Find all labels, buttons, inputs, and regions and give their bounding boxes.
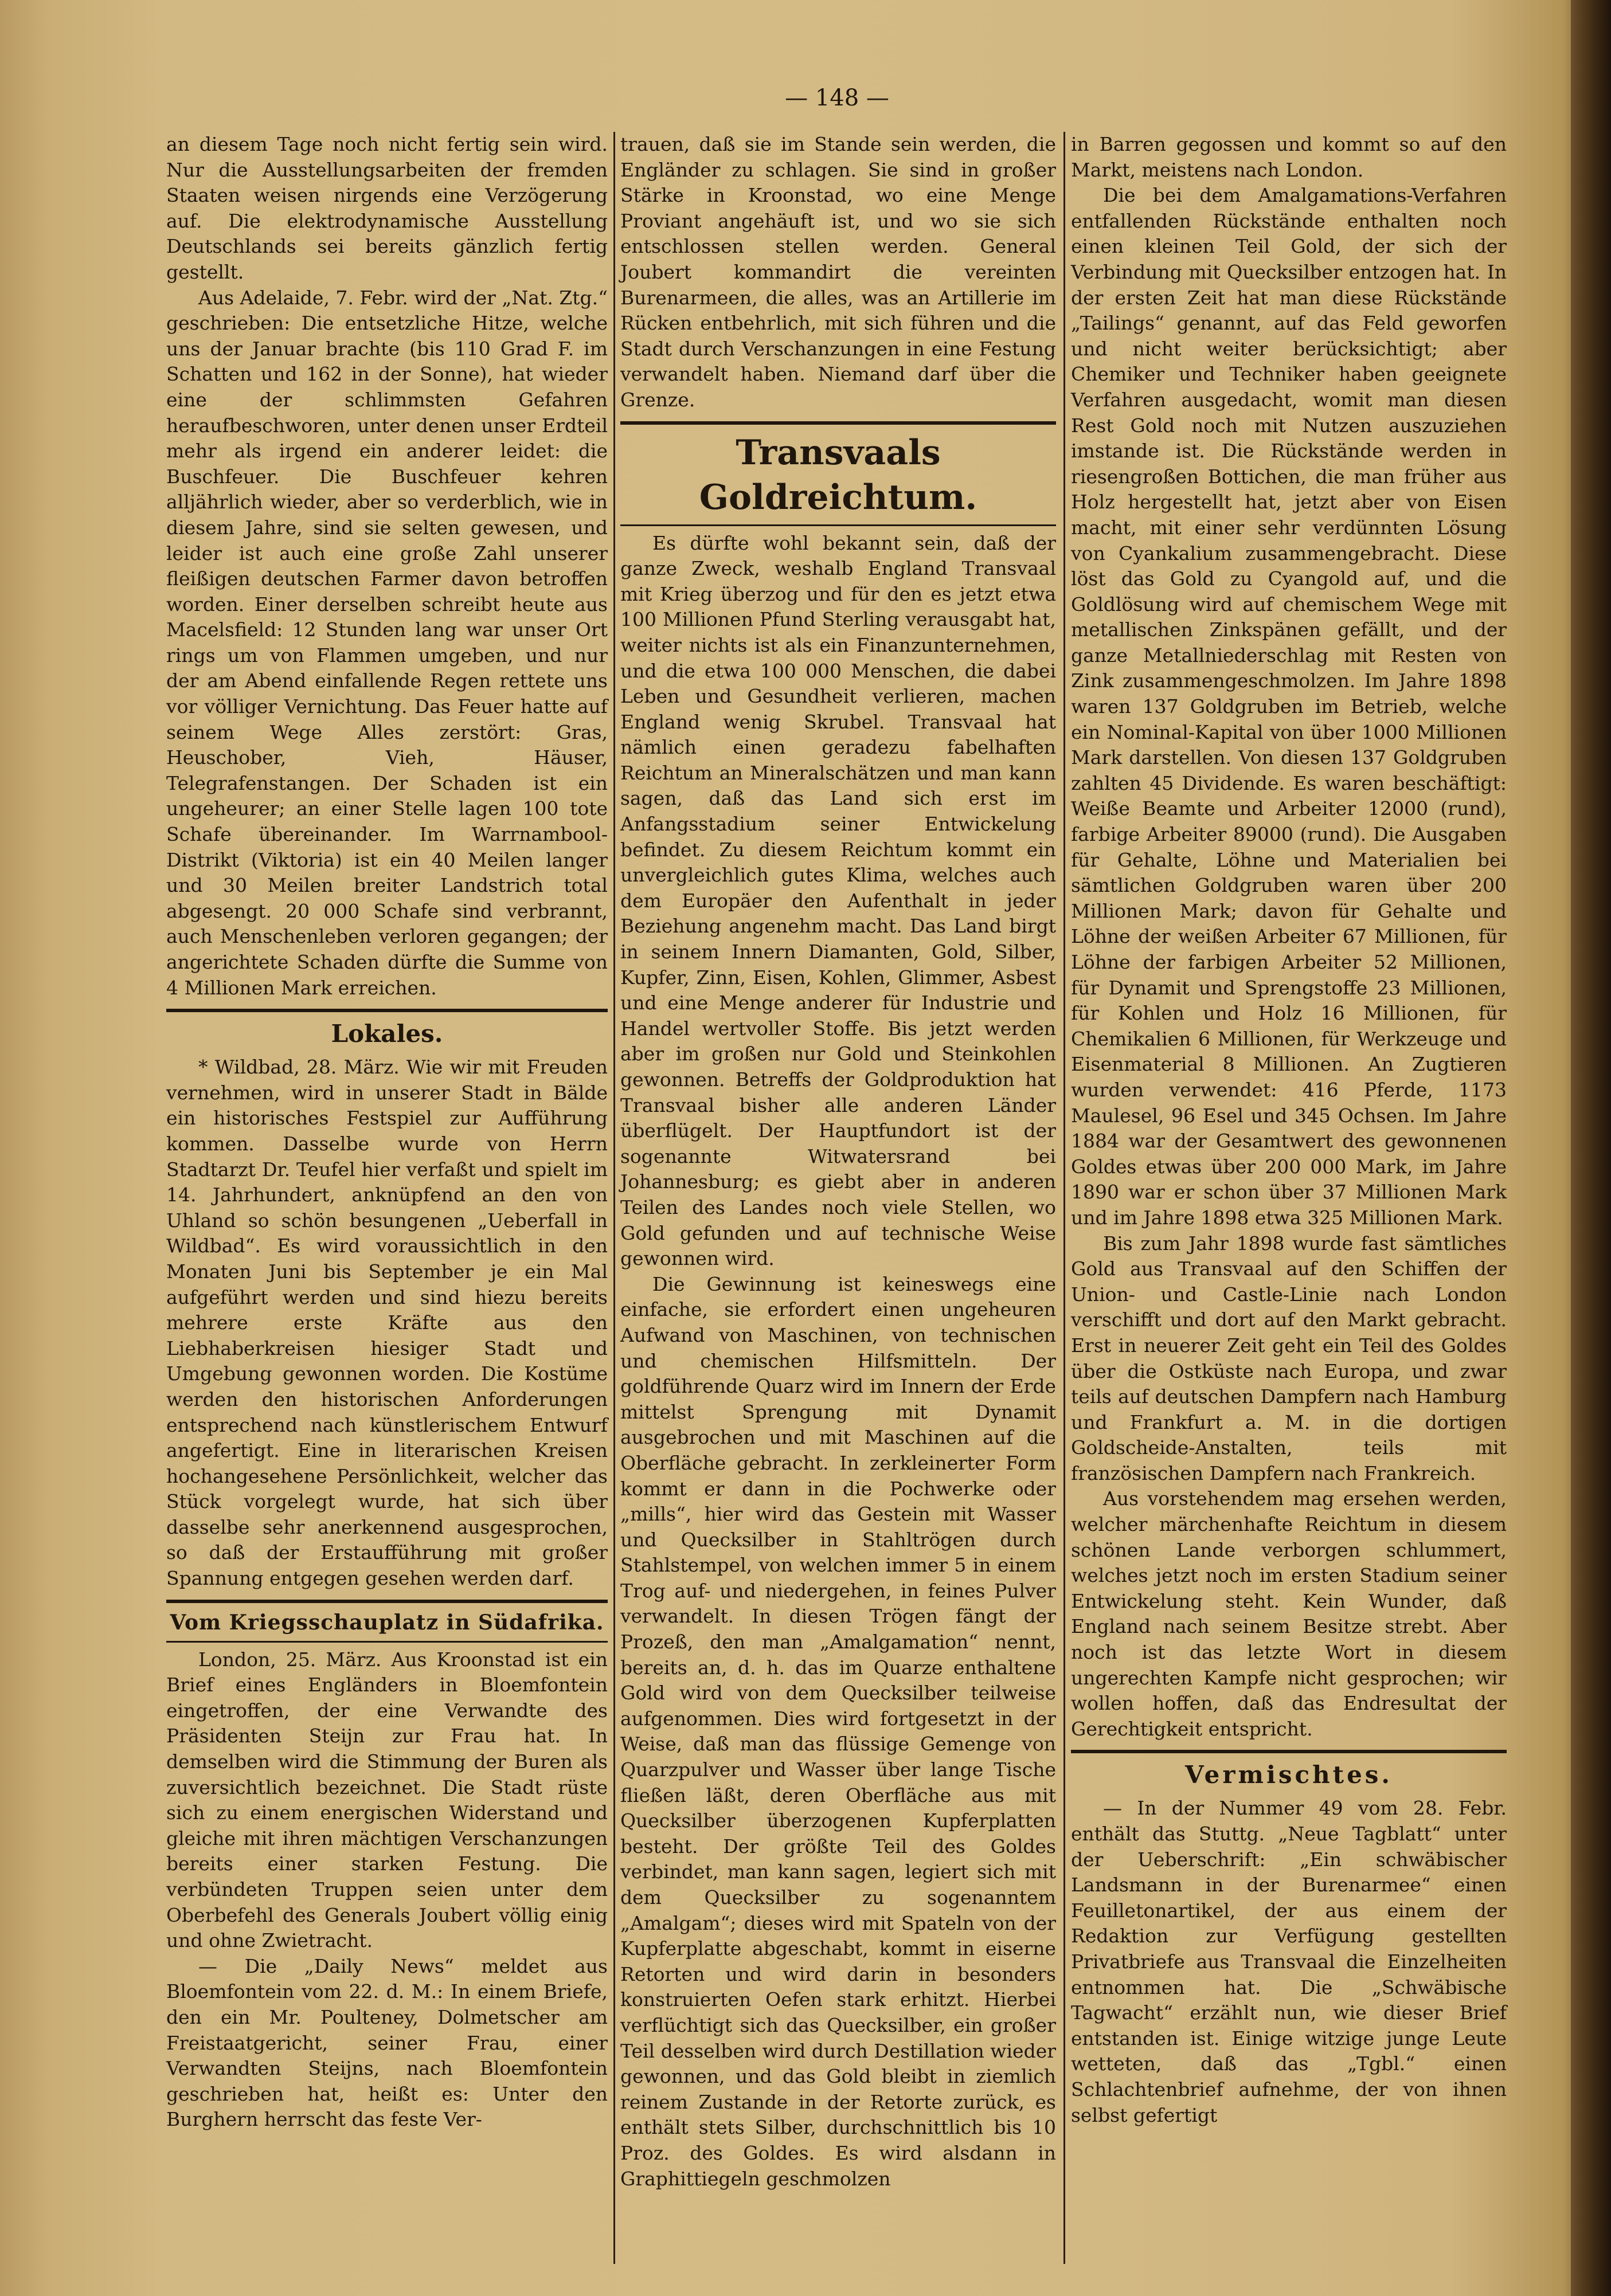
column-2 xyxy=(620,132,1056,2192)
article-wildbad: * Wildbad, 28. März. Wie wir mit Freuden vernehmen, wird in unserer Stadt in Bälde ein historisches Festspiel zur Aufführung kommen. Dasselbe wurde von Herrn Stadtarzt Dr. Teufel hier verfaßt und spielt im 14. Jahrhundert, anknüpfend an den von Uhland so schön besungenen „Ueberfall in Wildbad“. Es wird voraussichtlich in den Monaten Juni bis September je ein Mal aufgeführt werden und sind hiezu bereits mehrere erste Kräfte aus den Liebhaberkreisen hiesiger Stadt und Umgebung gewonnen worden. Die Kostüme werden den historischen Anforderungen entsprechend nach künstlerischem Entwurf angefertigt. Eine in literarischen Kreisen hochangesehene Persönlichkeit, welcher das Stück vorgelegt wurde, hat sich über dasselbe sehr anerkennend ausgesprochen, so daß der Erstaufführung mit großer Spannung entgegen gesehen werden darf. xyxy=(166,1056,608,1590)
article-goldreichtum: Es dürfte wohl bekannt sein, daß der ganze Zweck, weshalb England Transvaal mit Krieg überzog und für den es jetzt etwa 100 Millionen Pfund Sterling verausgabt hat, weiter nichts ist als ein Finanzunternehmen, und die etwa 100 000 Menschen, die dabei Leben und Gesundheit verlieren, machen England wenig Skrubel. Transvaal hat nämlich einen geradezu fabelhaften Reichtum an Mineralschätzen und man kann sagen, daß das Land sich erst im Anfangsstadium seiner Entwickelung befindet. Zu diesem Reichtum kommt ein unvergleichlich gutes Klima, welches auch dem Europäer den Aufenthalt in jeder Beziehung angenehm macht. Das Land birgt in seinem Innern Diamanten, Gold, Silber, Kupfer, Zinn, Eisen, Kohlen, Glimmer, Asbest und eine Menge anderer für Industrie und Handel wertvoller Stoffe. Bis jetzt werden aber im großen nur Gold und Steinkohlen gewonnen. Betreffs der Goldproduktion hat Transvaal bisher alle anderen Länder überflügelt. Der Hauptfundort ist der sogenannte Witwatersrand bei Johannesburg; es giebt aber in anderen Teilen des Landes noch viele Stellen, wo Gold gefunden und auf technische Weise gewonnen wird. xyxy=(620,531,1056,1270)
column-divider xyxy=(613,132,615,2264)
article-text: trauen, daß sie im Stande sein werden, die Engländer zu schlagen. Sie sind in großer Stärke in Kroonstad, wo eine Menge Proviant angehäuft ist, und wo sie sich entschlossen stellen werden. General Joubert kommandirt die vereinten Burenarmeen, die alles, was an Artillerie im Rücken entbehrlich, mit sich führen und die Stadt durch Verschanzungen in eine Festung verwandelt haben. Niemand darf über die Grenze. xyxy=(620,133,1056,411)
section-heading-vermischtes: Vermischtes. xyxy=(1184,1761,1393,1789)
article-gewinnung: Die Gewinnung ist keineswegs eine einfache, sie erfordert einen ungeheuren Aufwand von Maschinen, von technischen und chemischen Hilfsmitteln. Der goldführende Quarz wird im Innern der Erde mittelst Sprengung mit Dynamit ausgebrochen und mit Maschinen auf die Oberfläche gebracht. In zerkleinerter Form kommt er dann in die Pochwerke oder „mills“, hier wird das Gestein mit Wasser und Quecksilber in Stahltrögen durch Stahlstempel, von welchen immer 5 in einem Trog auf- und niedergehen, in feines Pulver verwandelt. In diesen Trögen fängt der Prozeß, den man „Amalgamation“ nennt, bereits an, d. h. das im Quarze enthaltene Gold wird von dem Quecksilber teilweise aufgenommen. Dies wird fortgesetzt in der Weise, daß man das flüssige Gemenge von Quarzpulver und Wasser über lange Tische fließen läßt, deren Oberfläche aus mit Quecksilber überzogenen Kupferplatten besteht. Der größte Teil des Goldes verbindet, man kann sagen, legiert sich mit dem Quecksilber zu sogenanntem „Amalgam“; dieses wird mit Spateln von der Kupferplatte abgeschabt, kommt in eiserne Retorten und wird darin in besonders konstruierten Oefen stark erhitzt. Hierbei verflüchtigt sich das Quecksilber, ein großer Teil desselben wird durch Destillation wieder gewonnen, und das Gold bleibt in ziemlich reinem Zustande in der Retorte zurück, es enthält stets Silber, durchschnittlich bis 10 Proz. des Goldes. Es wird alsdann in Graphittiegeln geschmolzen xyxy=(620,1272,1056,2190)
article-amalgamation: Die bei dem Amalgamations-Verfahren entfallenden Rückstände enthalten noch einen kleinen Teil Gold, der sich der Verbindung mit Quecksilber entzogen hat. In der ersten Zeit hat man diese Rückstände „Tailings“ genannt, auf das Feld geworfen und nicht weiter berücksichtigt; aber Chemiker und Techniker haben geeignete Verfahren ausgedacht, womit man diesen Rest Gold noch mit Nutzen auszuziehen imstande ist. Die Rückstände werden in riesengroßen Bottichen, die man früher aus Holz hergestellt hat, jetzt aber von Eisen macht, mit einer sehr verdünnten Lösung von Cyankalium zusammengebracht. Diese löst das Gold zu Cyangold auf, und die Goldlösung wird auf chemischem Wege mit metallischen Zinkspänen gefällt, und der ganze Metallniederschlag mit Resten von Zink zusammengeschmolzen. Im Jahre 1898 waren 137 Goldgruben im Betrieb, welche ein Nominal-Kapital von über 1000 Millionen Mark darstellen. Von diesen 137 Goldgruben zahlten 45 Dividende. Es waren beschäftigt: Weiße Beamte und Arbeiter 12000 (rund), farbige Arbeiter 89000 (rund). Die Ausgaben für Gehalte, Löhne und Materialien bei sämtlichen Goldgruben waren über 200 Millionen Mark; davon für Gehalte und Löhne der weißen Arbeiter 67 Millionen, für Löhne der farbigen Arbeiter 52 Millionen, für Dynamit und Sprengstoffe 23 Millionen, für Kohlen und Holz 16 Millionen, für Chemikalien 6 Millionen, für Werkzeuge und Eisenmaterial 8 Millionen. An Zugtieren wurden verwendet: 416 Pferde, 1173 Maulesel, 96 Esel und 345 Ochsen. Im Jahre 1884 war der Gesamtwert des gewonnenen Goldes etwas über 200 000 Mark, im Jahre 1890 war er schon über 37 Millionen Mark und im Jahre 1898 etwa 325 Millionen Mark. xyxy=(1071,184,1507,1229)
book-spine xyxy=(1571,0,1611,2296)
article-london: London, 25. März. Aus Kroonstad ist ein Brief eines Engländers in Bloemfontein eingetroffen, der eine Verwandte des Präsidenten Steijn zur Frau hat. In demselben wird die Stimmung der Buren als zuversichtlich bezeichnet. Die Stadt rüste sich zu einem energischen Widerstand und gleiche mit ihren mächtigen Verschanzungen bereits einer starken Festung. Die verbündeten Truppen seien unter dem Oberbefehl des Generals Joubert völlig einig und ohne Zwietracht. xyxy=(166,1648,608,1952)
section-rule xyxy=(166,1641,608,1643)
section-heading-kriegsschauplatz: Vom Kriegsschauplatz in Südafrika. xyxy=(170,1610,604,1635)
article-text: an diesem Tage noch nicht fertig sein wird. Nur die Ausstellungsarbeiten der fremden Staaten weisen nirgends eine Verzögerung auf. Die elektrodynamische Ausstellung Deutschlands sei bereits gänzlich fertig gestellt. xyxy=(166,133,608,283)
section-rule xyxy=(166,1009,608,1012)
section-heading-lokales: Lokales. xyxy=(331,1020,443,1048)
section-rule xyxy=(1071,1750,1507,1753)
article-daily-news: — Die „Daily News“ meldet aus Bloemfontein vom 22. d. M.: In einem Briefe, den ein Mr. Poulteney, Dolmetscher am Freistaatgericht, seiner Frau, einer Verwandten Steijns, nach Bloemfontein geschrieben hat, heißt es: Unter den Burghern herrscht das feste Ver- xyxy=(166,1954,608,2131)
article-export: Bis zum Jahr 1898 wurde fast sämtliches Gold aus Transvaal auf den Schiffen der Union- und Castle-Linie nach London verschifft und dort auf den Markt gebracht. Erst in neuerer Zeit geht ein Teil des Goldes über die Ostküste nach Europa, und zwar teils auf deutschen Dampfern nach Hamburg und Frankfurt a. M. in die dortigen Goldscheide-Anstalten, teils mit französischen Dampfern nach Frankreich. xyxy=(1071,1232,1507,1484)
column-1 xyxy=(166,132,608,2133)
article-vermischtes: — In der Nummer 49 vom 28. Febr. enthält das Stuttg. „Neue Tagblatt“ unter der Ueberschrift: „Ein schwäbischer Landsmann in der Burenarmee“ einen Feuilletonartikel, der aus einem der Redaktion zur Verfügung gestellten Privatbriefe aus Transvaal die Einzelheiten entnommen hat. Die „Schwäbische Tagwacht“ erzählt nun, wie dieser Brief entstanden ist. Einige witzige junge Leute wetteten, daß das „Tgbl.“ einen Schlachtenbrief aufnehme, der von ihnen selbst gefertigt xyxy=(1071,1797,1507,2126)
section-rule xyxy=(620,524,1056,526)
article-text: in Barren gegossen und kommt so auf den Markt, meistens nach London. xyxy=(1071,133,1507,181)
column-divider xyxy=(1063,132,1065,2264)
column-3 xyxy=(1071,132,1507,2128)
section-rule xyxy=(166,1600,608,1603)
page-number: — 148 — xyxy=(785,85,889,111)
article-adelaide: Aus Adelaide, 7. Febr. wird der „Nat. Ztg.“ geschrieben: Die entsetzliche Hitze, welche uns der Januar brachte (bis 110 Grad F. im Schatten und 162 in der Sonne), hat wieder eine der schlimmsten Gefahren heraufbeschworen, unter denen unser Erdteil mehr als irgend ein anderer leidet: die Buschfeuer. Die Buschfeuer kehren alljährlich wieder, aber so verderblich, wie in diesem Jahre, sind sie selten gewesen, und leider ist auch eine große Zahl unserer fleißigen deutschen Farmer davon betroffen worden. Einer derselben schreibt heute aus Macelsfield: 12 Stunden lang war unser Ort rings um von Flammen umgeben, und nur der am Abend einfallende Regen rettete uns vor völliger Vernichtung. Das Feuer hatte auf seinem Wege Alles zerstört: Gras, Heuschober, Vieh, Häuser, Telegrafenstangen. Der Schaden ist ein ungeheurer; an einer Stelle lagen 100 tote Schafe übereinander. Im Warrnambool-Distrikt (Viktoria) ist ein 40 Meilen langer und 30 Meilen breiter Landstrich total abgesengt. 20 000 Schafe sind verbrannt, auch Menschenleben verloren gegangen; der angerichtete Schaden dürfte die Summe von 4 Millionen Mark erreichen. xyxy=(166,286,608,999)
section-rule xyxy=(620,421,1056,425)
section-heading-goldreichtum: Transvaals Goldreichtum. xyxy=(699,432,977,518)
article-conclusion: Aus vorstehendem mag ersehen werden, welcher märchenhafte Reichtum in diesem schönen Lande verborgen schlummert, welches jetzt noch im ersten Stadium seiner Entwickelung steht. Kein Wunder, daß England nach seinem Besitze strebt. Aber noch ist das letzte Wort in diesem ungerechten Kampfe nicht gesprochen; wir wollen hoffen, daß das Endresultat der Gerechtigkeit entspricht. xyxy=(1071,1487,1507,1740)
